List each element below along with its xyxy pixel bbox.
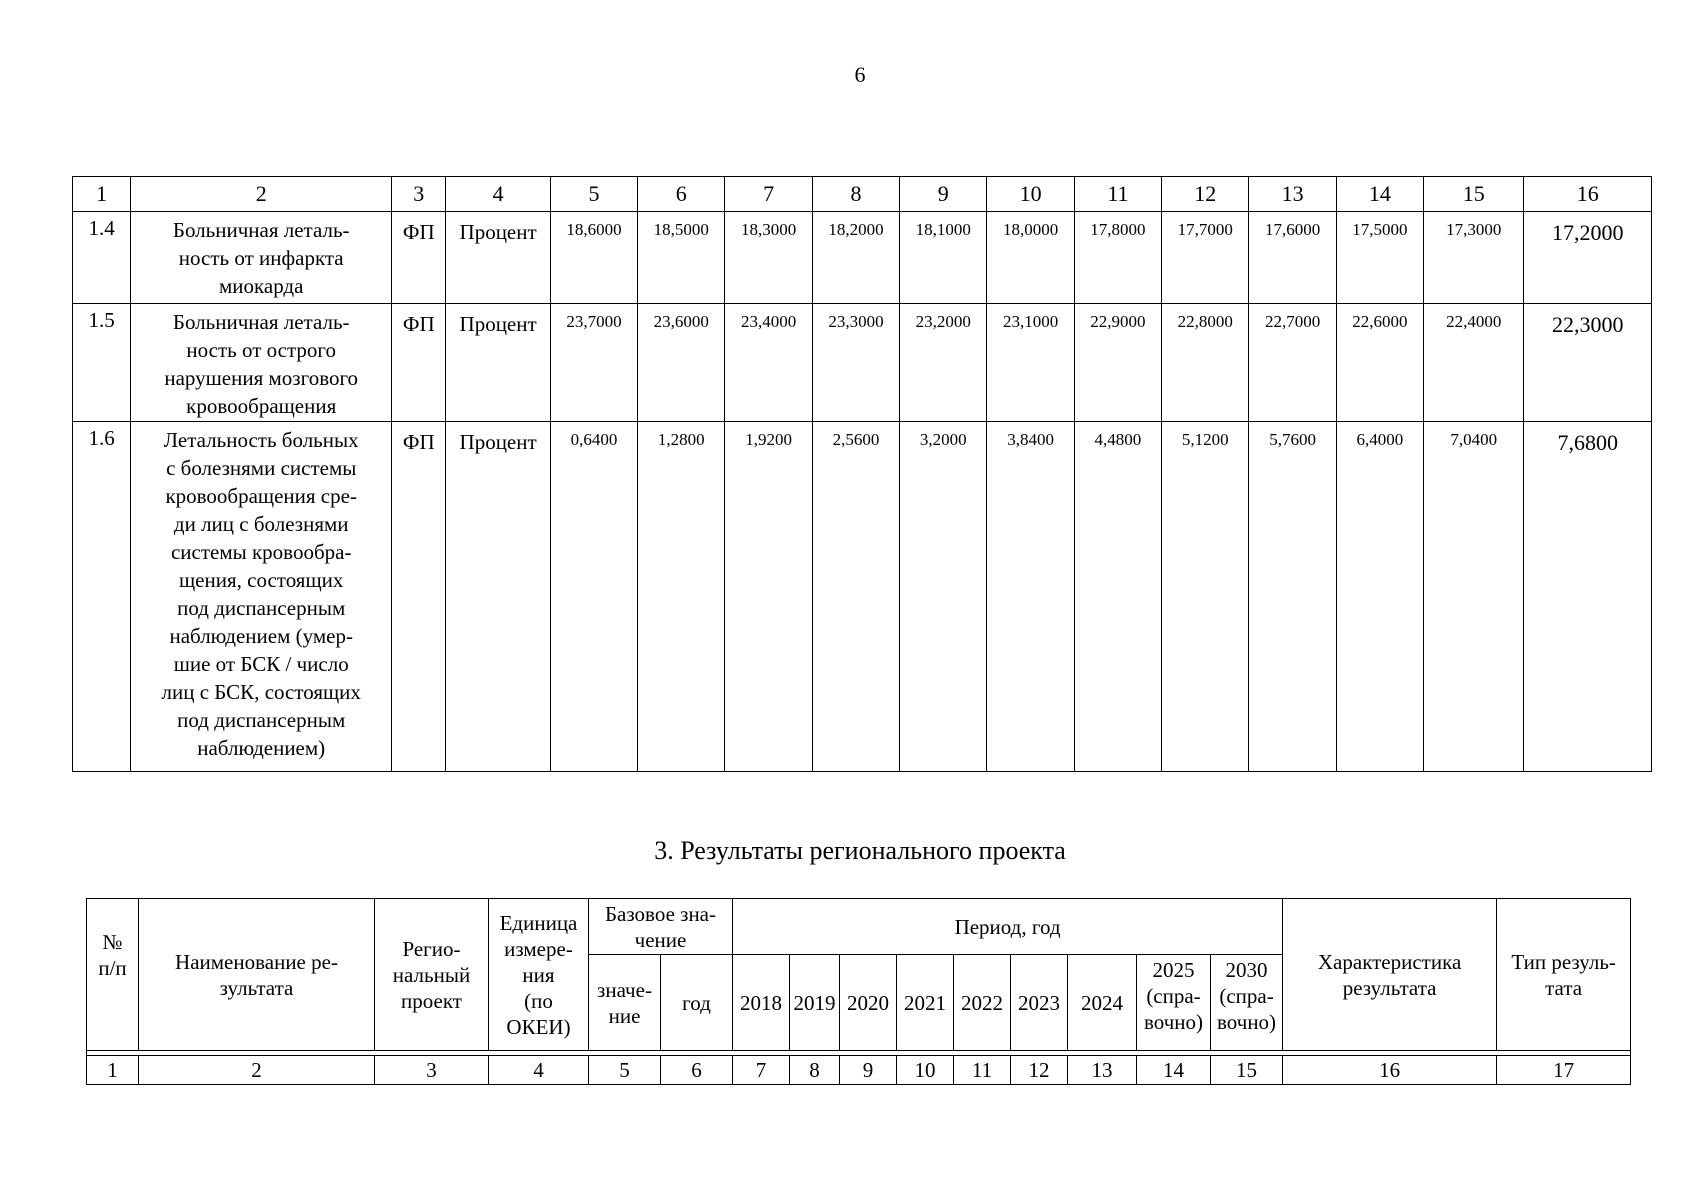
indicator-value: 22,3000	[1524, 304, 1652, 422]
column-number-cell: 7	[725, 177, 812, 212]
column-number-cell: 5	[550, 177, 637, 212]
header-base-value: Базовое зна- чение	[589, 899, 733, 955]
column-number-cell: 12	[1011, 1056, 1068, 1085]
column-number-cell: 2	[131, 177, 392, 212]
column-number-cell: 15	[1211, 1056, 1283, 1085]
indicators-table	[72, 176, 1652, 772]
indicator-value: 18,5000	[638, 212, 725, 304]
column-number-cell: 13	[1068, 1056, 1137, 1085]
indicator-value: 17,6000	[1249, 212, 1336, 304]
header-result-type: Тип резуль- тата	[1497, 899, 1631, 1051]
column-number-cell: 3	[375, 1056, 489, 1085]
indicator-value: 4,4800	[1074, 422, 1161, 772]
indicator-value: 23,2000	[900, 304, 987, 422]
project-code: ФП	[392, 422, 446, 772]
indicator-value: 18,0000	[987, 212, 1074, 304]
indicator-value: 23,7000	[550, 304, 637, 422]
indicator-value: 17,3000	[1424, 212, 1524, 304]
column-number-cell: 1	[73, 177, 131, 212]
row-number: 1.5	[73, 304, 131, 422]
table-row	[73, 212, 1652, 304]
section-title: 3. Результаты регионального проекта	[654, 836, 1066, 865]
header-result-characteristic: Характеристика результата	[1283, 899, 1497, 1051]
header-year: 2024	[1068, 955, 1137, 1051]
indicator-value: 17,2000	[1524, 212, 1652, 304]
project-code: ФП	[392, 304, 446, 422]
indicator-value: 18,6000	[550, 212, 637, 304]
header-year: 2020	[840, 955, 897, 1051]
indicator-value: 22,4000	[1424, 304, 1524, 422]
column-number-cell: 9	[840, 1056, 897, 1085]
column-number-cell: 4	[489, 1056, 589, 1085]
indicator-value: 23,6000	[638, 304, 725, 422]
indicator-value: 17,5000	[1336, 212, 1423, 304]
results-table	[86, 898, 1631, 1085]
header-year: 2022	[954, 955, 1011, 1051]
column-number-cell: 9	[900, 177, 987, 212]
column-number-cell: 10	[987, 177, 1074, 212]
indicator-value: 6,4000	[1336, 422, 1423, 772]
table-row	[73, 304, 1652, 422]
column-number-row	[87, 1056, 1631, 1085]
indicator-value: 22,7000	[1249, 304, 1336, 422]
row-number: 1.4	[73, 212, 131, 304]
indicator-value: 17,7000	[1162, 212, 1249, 304]
indicator-value: 3,8400	[987, 422, 1074, 772]
header-base-value-year: год	[661, 955, 733, 1051]
indicator-value: 0,6400	[550, 422, 637, 772]
unit-of-measure: Процент	[446, 304, 550, 422]
column-number-cell: 12	[1162, 177, 1249, 212]
row-number: 1.6	[73, 422, 131, 772]
column-number-cell: 1	[87, 1056, 139, 1085]
header-year: 2030 (спра- вочно)	[1211, 955, 1283, 1051]
header-regional-project: Регио- нальный проект	[375, 899, 489, 1051]
header-number: № п/п	[87, 899, 139, 1051]
indicator-value: 1,2800	[638, 422, 725, 772]
header-year: 2023	[1011, 955, 1068, 1051]
header-year: 2021	[897, 955, 954, 1051]
indicator-value: 7,6800	[1524, 422, 1652, 772]
column-number-cell: 16	[1283, 1056, 1497, 1085]
column-number-cell: 11	[1074, 177, 1161, 212]
column-number-cell: 14	[1336, 177, 1423, 212]
header-year: 2025 (спра- вочно)	[1137, 955, 1211, 1051]
indicator-value: 18,3000	[725, 212, 812, 304]
indicator-value: 23,3000	[812, 304, 899, 422]
column-number-cell: 2	[139, 1056, 375, 1085]
column-number-row	[73, 177, 1652, 212]
unit-of-measure: Процент	[446, 422, 550, 772]
header-period: Период, год	[733, 899, 1283, 955]
table-row	[73, 422, 1652, 772]
indicator-name: Летальность больных с болезнями системы кровообращения сре- ди лиц с болезнями системы кровообра- щения, состоящих под диспансерным наблюдением (умер- шие от БСК / число лиц с БСК, состоящих под диспансерным наблюдением)	[131, 422, 392, 772]
column-number-cell: 6	[638, 177, 725, 212]
indicator-value: 7,0400	[1424, 422, 1524, 772]
indicator-name: Больничная леталь- ность от острого нарушения мозгового кровообращения	[131, 304, 392, 422]
indicator-value: 1,9200	[725, 422, 812, 772]
column-number-cell: 8	[790, 1056, 840, 1085]
unit-of-measure: Процент	[446, 212, 550, 304]
column-number-cell: 8	[812, 177, 899, 212]
project-code: ФП	[392, 212, 446, 304]
indicator-value: 18,2000	[812, 212, 899, 304]
indicator-value: 5,7600	[1249, 422, 1336, 772]
indicator-value: 2,5600	[812, 422, 899, 772]
header-unit: Единица измере- ния (по ОКЕИ)	[489, 899, 589, 1051]
column-number-cell: 16	[1524, 177, 1652, 212]
indicator-value: 23,1000	[987, 304, 1074, 422]
indicator-value: 5,1200	[1162, 422, 1249, 772]
indicator-value: 22,8000	[1162, 304, 1249, 422]
column-number-cell: 13	[1249, 177, 1336, 212]
indicator-value: 23,4000	[725, 304, 812, 422]
header-year: 2018	[733, 955, 790, 1051]
indicator-value: 22,9000	[1074, 304, 1161, 422]
page-number: 6	[854, 62, 866, 87]
header-base-value-value: значе- ние	[589, 955, 661, 1051]
column-number-cell: 14	[1137, 1056, 1211, 1085]
column-number-cell: 11	[954, 1056, 1011, 1085]
column-number-cell: 7	[733, 1056, 790, 1085]
indicator-value: 22,6000	[1336, 304, 1423, 422]
column-number-cell: 6	[661, 1056, 733, 1085]
column-number-cell: 15	[1424, 177, 1524, 212]
header-result-name: Наименование ре- зультата	[139, 899, 375, 1051]
column-number-cell: 10	[897, 1056, 954, 1085]
header-year: 2019	[790, 955, 840, 1051]
indicator-name: Больничная леталь- ность от инфаркта миокарда	[131, 212, 392, 304]
column-number-cell: 3	[392, 177, 446, 212]
indicator-value: 17,8000	[1074, 212, 1161, 304]
column-number-cell: 17	[1497, 1056, 1631, 1085]
column-number-cell: 4	[446, 177, 550, 212]
indicator-value: 3,2000	[900, 422, 987, 772]
column-number-cell: 5	[589, 1056, 661, 1085]
indicator-value: 18,1000	[900, 212, 987, 304]
